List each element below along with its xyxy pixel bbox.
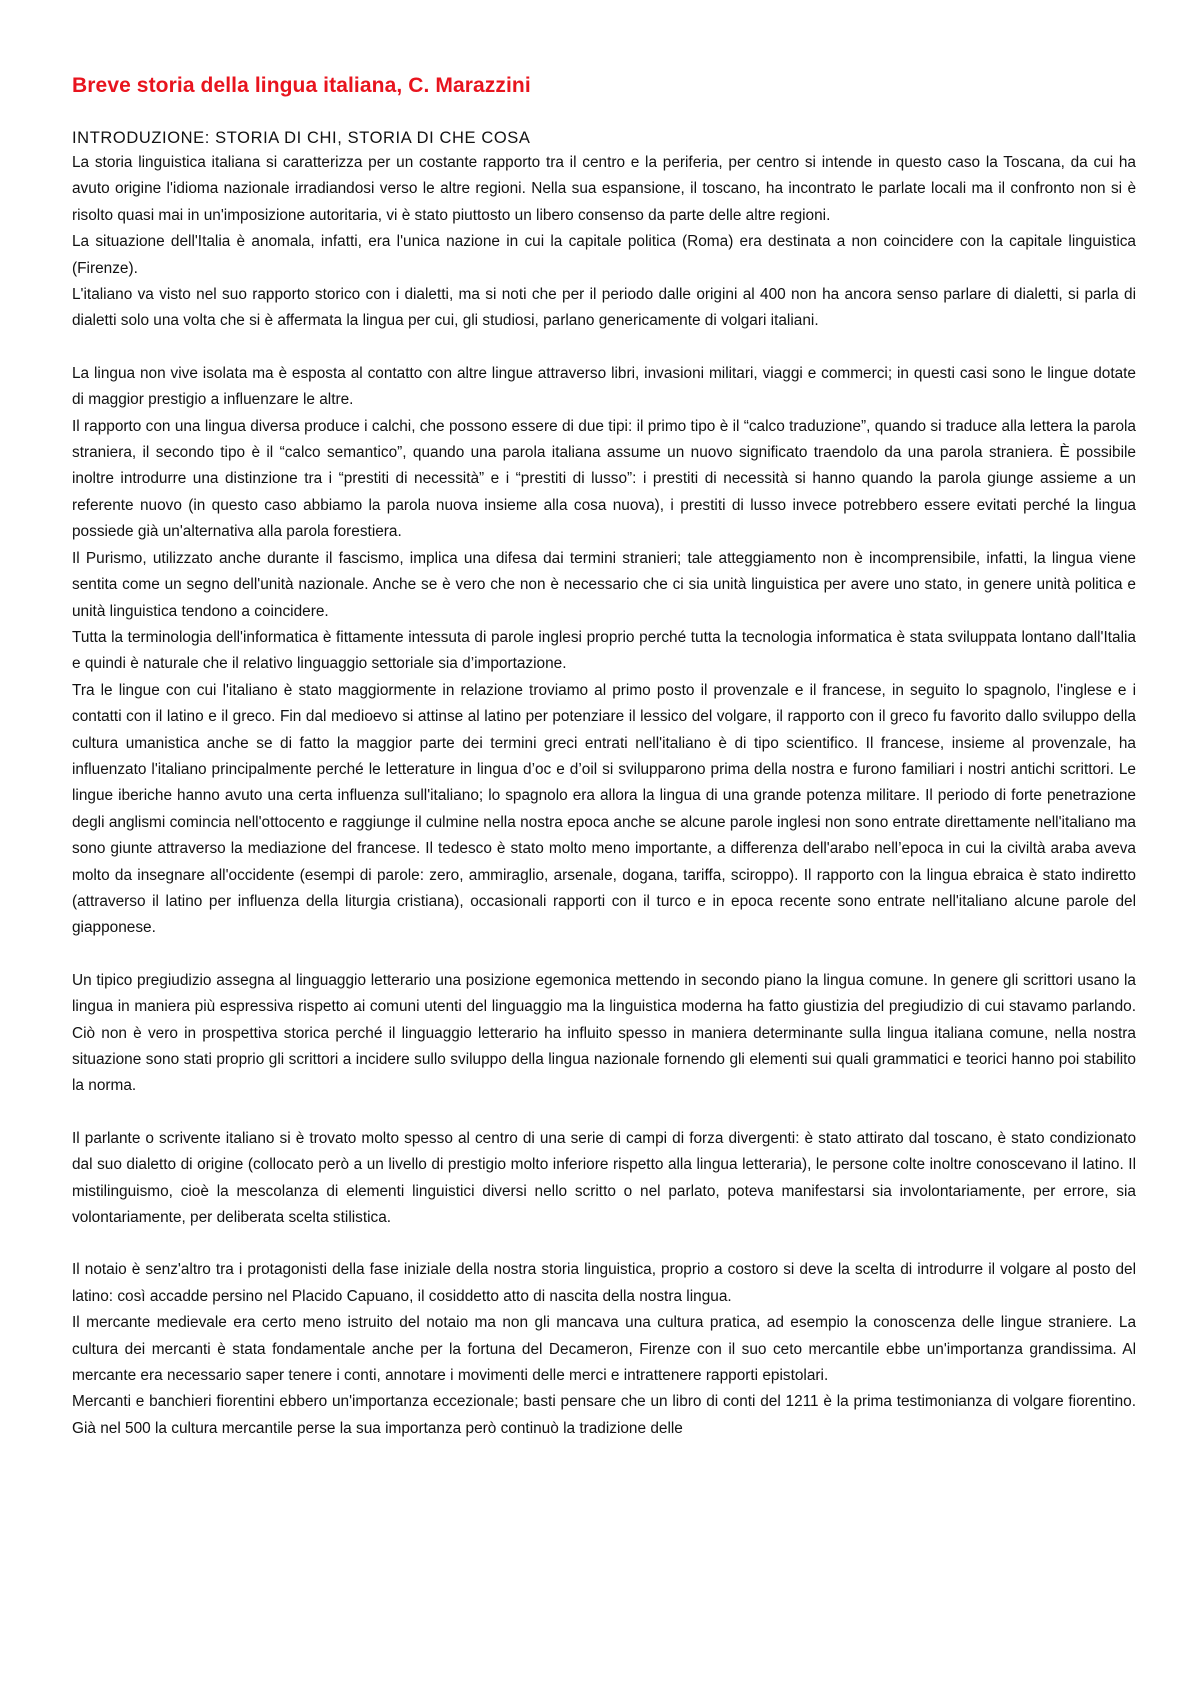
paragraph-mercanti-banchieri: Mercanti e banchieri fiorentini ebbero un'importanza eccezionale; basti pensare che un libro di conti del 1211 è la prima testimonianza di volgare fiorentino. Già nel 500 la cultura mercantile perse la sua importanza però continuò la tradizione delle xyxy=(72,1393,1136,1437)
paragraph-mistilinguismo: Il parlante o scrivente italiano si è trovato molto spesso al centro di una serie di campi di forza divergenti: è stato attirato dal toscano, è stato condizionato dal suo dialetto di origine (collocato però a un livello di prestigio molto inferiore rispetto alla lingua letteraria), le persone colte inoltre conoscevano il latino. Il mistilinguismo, cioè la mescolanza di elementi linguistici diversi nello scritto o nel parlato, poteva manifestarsi sia involontariamente, per errore, sia volontariamente, per deliberata scelta stilistica. xyxy=(72,1129,1136,1227)
document-title: Breve storia della lingua italiana, C. Marazzini xyxy=(72,74,531,97)
paragraph-linguaggio-letterario: Un tipico pregiudizio assegna al linguaggio letterario una posizione egemonica mettendo in secondo piano la lingua comune. In genere gli scrittori usano la lingua in maniera più espressiva rispetto ai comuni utenti del linguaggio ma la linguistica moderna ha fatto giustizia del pregiudizio di cui stavamo parlando. Ciò non è vero in prospettiva storica perché il linguaggio letterario ha influito spesso in maniera determinante sulla lingua italiana comune, nella nostra situazione sono stati proprio gli scrittori a incidere sullo sviluppo della lingua nazionale fornendo gli elementi sui quali grammatici e teorici hanno poi stabilito la norma. xyxy=(72,971,1136,1095)
paragraph-gap xyxy=(72,942,1136,968)
paragraph-purismo: Il Purismo, utilizzato anche durante il fascismo, implica una difesa dai termini stranieri; tale atteggiamento non è incomprensibile, infatti, la lingua viene sentita come un segno dell'unità nazionale. Anche se è vero che non è necessario che ci sia unità linguistica per avere uno stato, in genere unità politica e unità linguistica tendono a coincidere. xyxy=(72,549,1136,620)
paragraph-lingue-in-relazione: Tra le lingue con cui l'italiano è stato maggiormente in relazione troviamo al primo posto il provenzale e il francese, in seguito lo spagnolo, l'inglese e i contatti con il latino e il greco. Fin dal medioevo si attinse al latino per potenziare il lessico del volgare, il rapporto con il greco fu favorito dallo sviluppo della cultura umanistica anche se di fatto la maggior parte dei termini greci entrati nell'italiano è di tipo scientifico. Il francese, insieme al provenzale, ha influenzato l'italiano principalmente perché le letterature in lingua d’oc e d’oil si svilupparono prima della nostra e furono familiari i nostri antichi scrittori. Le lingue iberiche hanno avuto una certa influenza sull'italiano; lo spagnolo era allora la lingua di una grande potenza militare. Il periodo di forte penetrazione degli anglismi comincia nell'ottocento e raggiunge il culmine nella nostra epoca anche se alcune parole inglesi non sono entrate direttamente nell'italiano ma sono giunte attraverso la mediazione del francese. Il tedesco è stato molto meno importante, a differenza dell'arabo nell’epoca in cui la civiltà araba aveva molto da insegnare all'occidente (esempi di parole: zero, ammiraglio, arsenale, dogana, tariffa, sciroppo). Il rapporto con la lingua ebraica è stato indiretto (attraverso il latino per influenza della liturgia cristiana), occasionali rapporti con il turco e in epoca recente sono entrate nell'italiano alcune parole del giapponese. xyxy=(72,681,1136,937)
paragraph-contatto-lingue: La lingua non vive isolata ma è esposta al contatto con altre lingue attraverso libri, invasioni militari, viaggi e commerci; in questi casi sono le lingue dotate di maggior prestigio a influenzare le altre. xyxy=(72,364,1136,409)
paragraph-informatica: Tutta la terminologia dell'informatica è fittamente intessuta di parole inglesi proprio perché tutta la tecnologia informatica è stata sviluppata lontano dall'Italia e quindi è naturale che il relativo linguaggio settoriale sia d’importazione. xyxy=(72,628,1136,673)
paragraph-mercante-medievale: Il mercante medievale era certo meno istruito del notaio ma non gli mancava una cultura pratica, ad esempio la conoscenza delle lingue straniere. La cultura dei mercanti è stata fondamentale anche per la fortuna del Decameron, Firenze con il suo ceto mercantile ebbe un'importanza grandissima. Al mercante era necessario saper tenere i conti, annotare i movimenti delle merci e intrattenere rapporti epistolari. xyxy=(72,1314,1136,1385)
section-heading-introduzione: INTRODUZIONE: STORIA DI CHI, STORIA DI CHE COSA xyxy=(72,129,531,147)
paragraph-gap xyxy=(72,1100,1136,1126)
paragraph-notaio: Il notaio è senz'altro tra i protagonisti della fase iniziale della nostra storia linguistica, proprio a costoro si deve la scelta di introdurre il volgare al posto del latino: così accadde persino nel Placido Capuano, il cosiddetto atto di nascita della nostra lingua. xyxy=(72,1261,1136,1305)
document-page xyxy=(72,74,1136,1442)
paragraph-gap xyxy=(72,335,1136,361)
paragraph-calchi-prestiti: Il rapporto con una lingua diversa produce i calchi, che possono essere di due tipi: il primo tipo è il “calco traduzione”, quando si traduce alla lettera la parola straniera, il secondo tipo è il “calco semantico”, quando una parola italiana assume un nuovo significato traendolo da una parola straniera. È possibile inoltre introdurre una distinzione tra i “prestiti di necessità” e i “prestiti di lusso”: i prestiti di necessità si hanno quando la parola giunge assieme a un referente nuovo (in questo caso abbiamo la parola nuova insieme alla cosa nuova), i prestiti di lusso invece potrebbero essere evitati perché la lingua possiede già un'alternativa alla parola forestiera. xyxy=(72,417,1136,541)
paragraph-situazione-anomala: La situazione dell'Italia è anomala, infatti, era l'unica nazione in cui la capitale politica (Roma) era destinata a non coincidere con la capitale linguistica (Firenze). xyxy=(72,233,1136,277)
paragraph-dialetti: L'italiano va visto nel suo rapporto storico con i dialetti, ma si noti che per il periodo dalle origini al 400 non ha ancora senso parlare di dialetti, si parla di dialetti solo una volta che si è affermata la lingua per cui, gli studiosi, parlano genericamente di volgari italiani. xyxy=(72,286,1136,330)
paragraph-gap xyxy=(72,1231,1136,1257)
paragraph-centro-periferia: La storia linguistica italiana si caratterizza per un costante rapporto tra il centro e la periferia, per centro si intende in questo caso la Toscana, da cui ha avuto origine l'idioma nazionale irradiandosi verso le altre regioni. Nella sua espansione, il toscano, ha incontrato le parlate locali ma il confronto non si è risolto quasi mai in un'imposizione autoritaria, vi è stato piuttosto un libero consenso da parte delle altre regioni. xyxy=(72,154,1136,224)
